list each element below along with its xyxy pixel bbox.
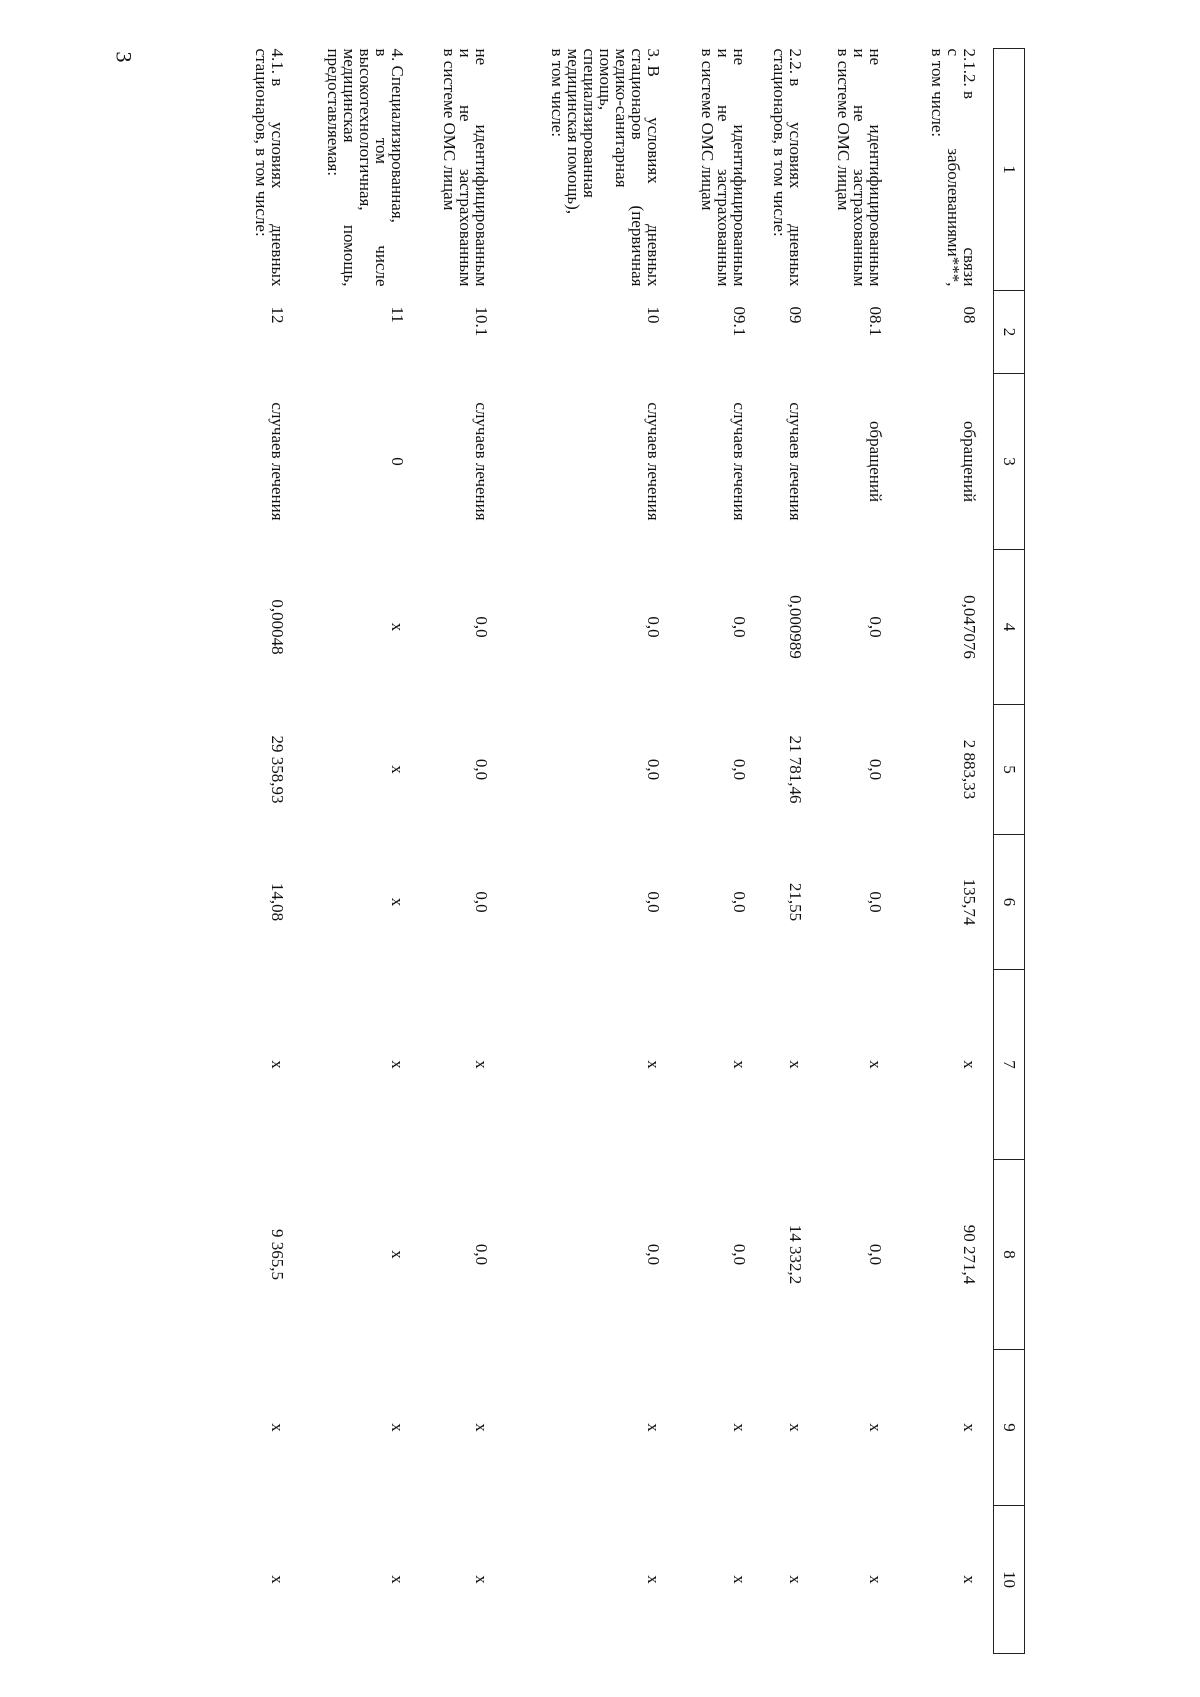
name-line (732, 49, 748, 287)
cell-c9: х (388, 1423, 408, 1432)
cell-c7: х (866, 1060, 886, 1069)
cell-c5: х (388, 765, 408, 774)
cell-c5: 0,0 (472, 758, 492, 781)
name-word: помощь, (340, 224, 360, 287)
cell-c6: 0,0 (644, 891, 664, 913)
column-header-5: 5 (994, 705, 1025, 835)
header-row (994, 49, 1025, 1654)
column-header-7: 7 (994, 970, 1025, 1160)
cell-c8: 0,0 (472, 1243, 492, 1266)
cell-unit: случаев лечения (786, 402, 806, 521)
cell-c5: 0,0 (644, 758, 664, 781)
name-word: высокотехнологичная, (356, 48, 376, 211)
name-line (254, 49, 270, 287)
cell-c6: 21,55 (786, 882, 806, 922)
name-word: стационаров, в том числе: (770, 48, 790, 237)
name-word: предоставляемая: (324, 48, 344, 177)
table-row (494, 49, 666, 1654)
cell-c10: х (644, 1575, 664, 1584)
name-line (852, 49, 868, 287)
name-word: 2.2. в (786, 48, 806, 87)
name-word: медицинская (340, 48, 360, 143)
table-row (808, 49, 888, 1654)
cell-name (210, 49, 290, 291)
cell-name (888, 49, 994, 291)
cell-name (290, 49, 410, 291)
name-line (836, 49, 852, 287)
cell-c7: х (960, 1060, 979, 1069)
name-word: в (372, 48, 392, 57)
cell-c10: х (268, 1575, 288, 1584)
table-row (210, 49, 290, 1654)
cell-c9: х (866, 1423, 886, 1432)
cell-unit: случаев лечения (730, 402, 750, 521)
cell-c4: 0,047076 (960, 595, 979, 659)
cell-c4: 0,00048 (268, 599, 288, 655)
cell-code: 10.1 (472, 306, 492, 337)
column-header-10: 10 (994, 1506, 1025, 1654)
name-line (961, 49, 977, 287)
cell-unit: случаев лечения (644, 402, 664, 521)
name-line (646, 49, 662, 287)
rotated-table-container (197, 48, 1025, 1653)
cell-c8: 90 271,4 (960, 1224, 979, 1285)
cell-c10: х (472, 1575, 492, 1584)
name-line (716, 49, 732, 287)
cell-c5: 2 883,33 (960, 739, 979, 800)
name-word: 4.1. в (268, 48, 288, 87)
cell-c5: 21 781,46 (786, 735, 806, 804)
name-word: не (456, 104, 476, 122)
name-line (550, 49, 566, 287)
column-header-8: 8 (994, 1160, 1025, 1350)
cell-c6: 0,0 (730, 891, 750, 913)
name-word: идентифицированным (866, 124, 886, 287)
name-line (474, 49, 490, 287)
cell-code: 11 (388, 306, 408, 323)
cell-c7: х (786, 1060, 806, 1069)
column-header-9: 9 (994, 1350, 1025, 1506)
cell-c9: х (960, 1423, 979, 1432)
name-word: застрахованным (456, 168, 476, 287)
name-line (614, 49, 630, 287)
table-row (888, 49, 994, 1654)
name-word: том (372, 137, 392, 164)
cell-code: 08.1 (866, 306, 886, 337)
cell-c7: х (388, 1060, 408, 1069)
name-word: идентифицированным (472, 124, 492, 287)
cell-c4: 0,0 (730, 616, 750, 638)
name-line (390, 49, 406, 287)
cell-c6: 135,74 (960, 878, 979, 926)
cell-name (666, 49, 752, 291)
name-word: не (866, 48, 886, 66)
name-word: заболеваниями***, (944, 148, 963, 287)
name-line (270, 49, 286, 287)
cell-c8: х (388, 1250, 408, 1259)
data-table (210, 48, 1026, 1654)
name-word: дневных (268, 224, 288, 287)
cell-name (752, 49, 808, 291)
cell-c5: 29 358,93 (268, 735, 288, 804)
cell-c4: 0,000989 (786, 595, 806, 659)
name-word: медицинская помощь), (564, 48, 584, 215)
cell-name (410, 49, 494, 291)
cell-c4: 0,0 (644, 616, 664, 638)
name-word: в системе ОМС лицам (440, 48, 460, 211)
name-word: с (944, 48, 963, 57)
name-word: не (730, 48, 750, 66)
name-line (358, 49, 374, 287)
name-line (788, 49, 804, 287)
name-word: и (456, 48, 476, 58)
cell-code: 12 (268, 306, 288, 324)
cell-c4: 0,0 (866, 616, 886, 638)
name-line (929, 49, 945, 287)
cell-c7: х (472, 1060, 492, 1069)
cell-c7: х (730, 1060, 750, 1069)
name-line (582, 49, 598, 287)
cell-name (494, 49, 666, 291)
name-word: 4. Специализированная, (388, 48, 408, 223)
name-word: условиях (268, 121, 288, 189)
cell-c10: х (960, 1575, 979, 1584)
name-word: не (472, 48, 492, 66)
cell-code: 08 (960, 306, 979, 324)
name-word: застрахованным (714, 168, 734, 287)
name-word: и (850, 48, 870, 58)
cell-c10: х (730, 1575, 750, 1584)
name-word: стационаров, в том числе: (252, 48, 272, 237)
name-word: условиях (786, 121, 806, 189)
cell-c6: 0,0 (472, 891, 492, 913)
name-word: и (714, 48, 734, 58)
cell-code: 09.1 (730, 306, 750, 337)
name-word: застрахованным (850, 168, 870, 287)
table-body (210, 49, 994, 1654)
cell-code: 10 (644, 306, 664, 324)
cell-c10: х (786, 1575, 806, 1584)
table-row (752, 49, 808, 1654)
cell-unit: обращений (960, 420, 979, 503)
name-word: идентифицированным (730, 124, 750, 287)
name-word: в системе ОМС лицам (834, 48, 854, 211)
column-header-4: 4 (994, 550, 1025, 705)
name-word: в системе ОМС лицам (698, 48, 718, 211)
name-word: (первичная (628, 205, 648, 287)
cell-c10: х (388, 1575, 408, 1584)
cell-c9: х (730, 1423, 750, 1432)
cell-c7: х (268, 1060, 288, 1069)
cell-c8: 14 332,2 (786, 1224, 806, 1285)
name-word: условиях (644, 117, 664, 184)
name-word: стационаров (628, 48, 648, 140)
cell-c7: х (644, 1060, 664, 1069)
name-line (868, 49, 884, 287)
cell-c5: 0,0 (866, 758, 886, 781)
name-word: 2.1.2. в (960, 48, 979, 100)
column-header-1: 1 (994, 49, 1025, 291)
cell-unit: случаев лечения (472, 402, 492, 521)
table-row (410, 49, 494, 1654)
column-header-2: 2 (994, 291, 1025, 374)
name-word: в том числе: (928, 48, 947, 138)
name-word: не (714, 104, 734, 122)
name-word: медико-санитарная (612, 48, 632, 188)
cell-c8: 0,0 (730, 1243, 750, 1266)
name-line (630, 49, 646, 287)
name-line (772, 49, 788, 287)
table-row (666, 49, 752, 1654)
name-word: связи (960, 247, 979, 287)
cell-name (808, 49, 888, 291)
cell-c9: х (786, 1423, 806, 1432)
cell-code: 09 (786, 306, 806, 324)
name-line (566, 49, 582, 287)
name-word: 3. В (644, 48, 664, 77)
cell-unit: обращений (866, 420, 886, 503)
cell-c10: х (866, 1575, 886, 1584)
cell-unit: 0 (388, 457, 408, 466)
cell-c6: 14,08 (268, 882, 288, 922)
cell-c6: х (388, 897, 408, 907)
cell-c9: х (268, 1423, 288, 1432)
name-line (458, 49, 474, 287)
name-line (945, 49, 961, 287)
name-word: числе (372, 245, 392, 287)
column-header-6: 6 (994, 835, 1025, 970)
page-number: 3 (111, 51, 137, 63)
name-line (598, 49, 614, 287)
name-line (442, 49, 458, 287)
name-word: помощь, (596, 48, 616, 111)
name-line (326, 49, 342, 287)
cell-unit: случаев лечения (268, 402, 288, 521)
name-line (342, 49, 358, 287)
table-row (290, 49, 410, 1654)
name-word: не (850, 104, 870, 122)
name-word: дневных (786, 224, 806, 287)
column-header-3: 3 (994, 374, 1025, 550)
name-word: в том числе: (548, 48, 568, 138)
cell-c6: 0,0 (866, 891, 886, 913)
name-word: специализированная (580, 48, 600, 198)
name-word: дневных (644, 224, 664, 287)
cell-c9: х (472, 1423, 492, 1432)
cell-c4: 0,0 (472, 616, 492, 638)
cell-c8: 9 365,5 (268, 1229, 288, 1280)
cell-c9: х (644, 1423, 664, 1432)
cell-c4: х (388, 622, 408, 632)
name-line (700, 49, 716, 287)
cell-c8: 0,0 (644, 1243, 664, 1266)
cell-c5: 0,0 (730, 758, 750, 781)
cell-c8: 0,0 (866, 1243, 886, 1266)
name-line (374, 49, 390, 287)
